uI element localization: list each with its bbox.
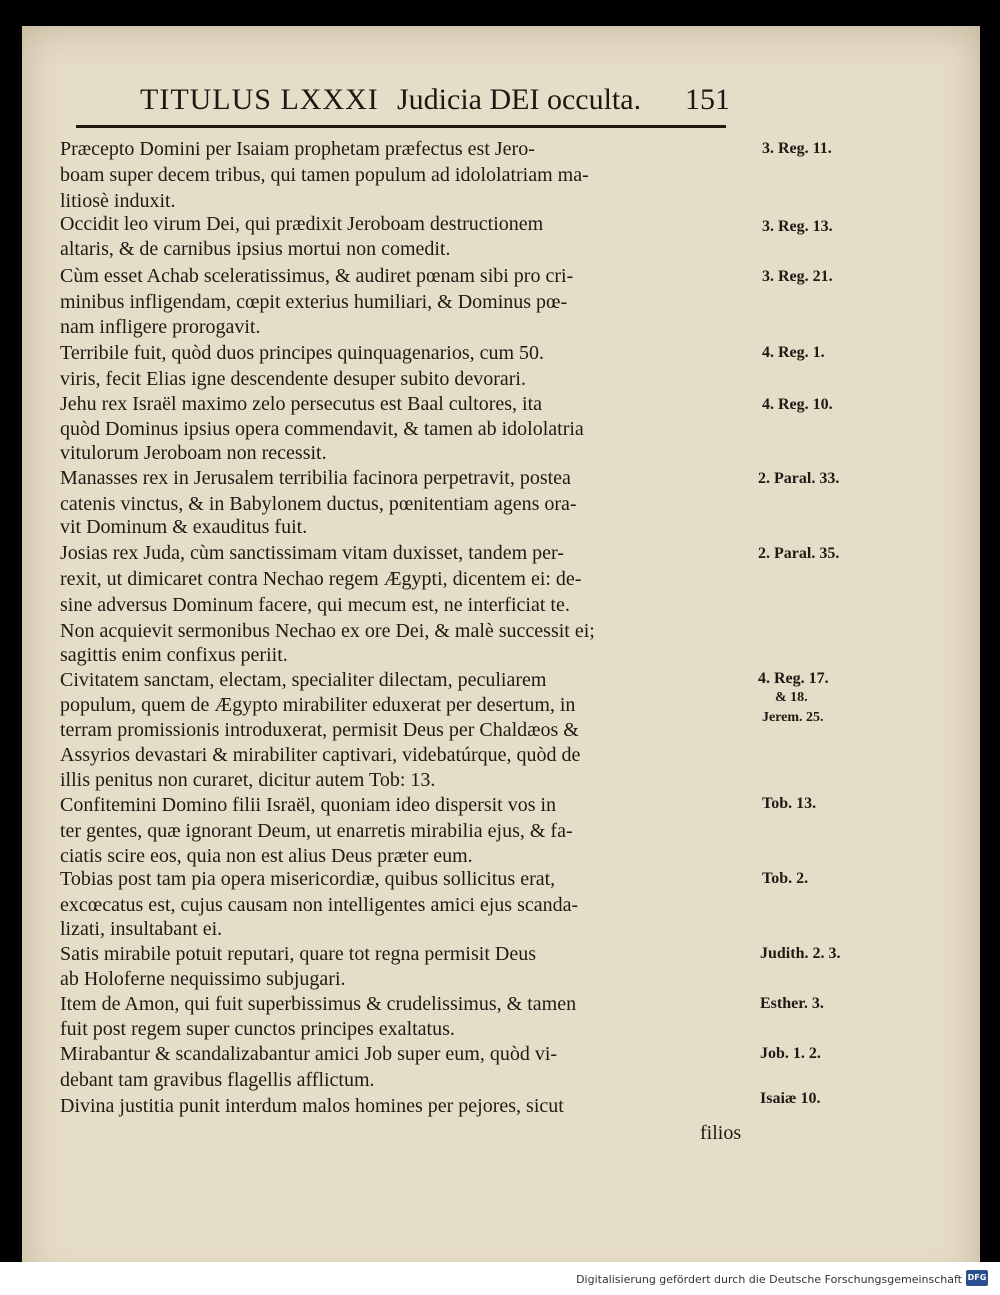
margin-ref: Judith. 2. 3.	[760, 945, 841, 962]
digitization-credit: Digitalisierung gefördert durch die Deutsche Forschungsgemeinschaft	[576, 1273, 962, 1286]
text-line: boam super decem tribus, qui tamen populum ad idololatriam ma-	[60, 164, 589, 186]
margin-ref: Job. 1. 2.	[760, 1045, 821, 1062]
text-line: Josias rex Juda, cùm sanctissimam vitam duxisset, tandem per-	[60, 542, 564, 564]
text-line: nam infligere prorogavit.	[60, 316, 261, 338]
text-line: Item de Amon, qui fuit superbissimus & crudelissimus, & tamen	[60, 993, 577, 1015]
margin-ref: 4. Reg. 1.	[762, 344, 825, 361]
text-line: debant tam gravibus flagellis afflictum.	[60, 1069, 375, 1091]
text-line: ciatis scire eos, quia non est alius Deus præter eum.	[60, 845, 473, 867]
text-line: lizati, insultabant ei.	[60, 918, 223, 940]
margin-ref: Tob. 2.	[762, 870, 809, 887]
text-line: ab Holoferne nequissimo subjugari.	[60, 968, 346, 990]
margin-ref: & 18.	[775, 690, 808, 705]
margin-ref: 3. Reg. 13.	[762, 218, 833, 235]
text-line: Divina justitia punit interdum malos homines per pejores, sicut	[60, 1095, 564, 1117]
text-line: populum, quem de Ægypto mirabiliter eduxerat per desertum, in	[60, 694, 576, 716]
text-line: Occidit leo virum Dei, qui prædixit Jeroboam destructionem	[60, 213, 544, 235]
text-line: vit Dominum & exauditus fuit.	[60, 516, 308, 538]
text-line: Civitatem sanctam, electam, specialiter dilectam, peculiarem	[60, 669, 547, 691]
margin-ref: Esther. 3.	[760, 995, 824, 1012]
text-line: Manasses rex in Jerusalem terribilia facinora perpetravit, postea	[60, 467, 571, 489]
page-number: 151	[685, 83, 730, 116]
text-line: catenis vinctus, & in Babylonem ductus, pœnitentiam agens ora-	[60, 493, 577, 515]
margin-ref: Jerem. 25.	[762, 710, 824, 725]
text-line: Non acquievit sermonibus Nechao ex ore Dei, & malè successit ei;	[60, 620, 595, 642]
margin-ref: 4. Reg. 17.	[758, 670, 829, 687]
margin-ref: 3. Reg. 11.	[762, 140, 832, 157]
header-subtitle: Judicia DEI occulta.	[397, 83, 642, 116]
text-line: Tobias post tam pia opera misericordiæ, quibus sollicitus erat,	[60, 868, 556, 890]
margin-ref: 2. Paral. 33.	[758, 470, 840, 487]
margin-ref: Tob. 13.	[762, 795, 817, 812]
text-line: quòd Dominus ipsius opera commendavit, & tamen ab idololatria	[60, 418, 584, 440]
text-line: Cùm esset Achab sceleratissimus, & audiret pœnam sibi pro cri-	[60, 265, 574, 287]
text-line: Assyrios devastari & mirabiliter captivari, videbatúrque, quòd de	[60, 744, 581, 766]
text-line: viris, fecit Elias igne descendente desuper subito devorari.	[60, 368, 526, 390]
dfg-logo: DFG	[966, 1270, 988, 1286]
text-line: Præcepto Domini per Isaiam prophetam præfectus est Jero-	[60, 138, 535, 160]
margin-ref: 4. Reg. 10.	[762, 396, 833, 413]
text-line: Jehu rex Israël maximo zelo persecutus est Baal cultores, ita	[60, 393, 543, 415]
catchword: filios	[700, 1122, 742, 1144]
header-rule	[76, 125, 726, 128]
text-line: Satis mirabile potuit reputari, quare tot regna permisit Deus	[60, 943, 536, 965]
text-line: Terribile fuit, quòd duos principes quinquagenarios, cum 50.	[60, 342, 545, 364]
text-line: terram promissionis introduxerat, permisit Deus per Chaldæos &	[60, 719, 579, 741]
margin-ref: Isaiæ 10.	[760, 1090, 821, 1107]
text-line: sine adversus Dominum facere, qui mecum est, ne interficiat te.	[60, 594, 570, 616]
margin-ref: 3. Reg. 21.	[762, 268, 833, 285]
text-line: altaris, & de carnibus ipsius mortui non comedit.	[60, 238, 451, 260]
text-line: sagittis enim confixus periit.	[60, 644, 288, 666]
text-line: vitulorum Jeroboam non recessit.	[60, 442, 327, 464]
text-line: minibus infligendam, cœpit exterius humiliari, & Dominus pœ-	[60, 291, 568, 313]
text-line: Mirabantur & scandalizabantur amici Job super eum, quòd vi-	[60, 1043, 558, 1065]
text-line: excœcatus est, cujus causam non intelligentes amici ejus scanda-	[60, 894, 579, 916]
header-title: TITULUS LXXXI	[140, 83, 379, 116]
text-line: rexit, ut dimicaret contra Nechao regem Ægypti, dicentem ei: de-	[60, 568, 582, 590]
text-line: fuit post regem super cunctos principes exaltatus.	[60, 1018, 455, 1040]
running-header	[140, 83, 760, 127]
text-line: ter gentes, quæ ignorant Deum, ut enarretis mirabilia ejus, & fa-	[60, 820, 573, 842]
text-line: litiosè induxit.	[60, 190, 176, 212]
text-line: illis penitus non curaret, dicitur autem Tob: 13.	[60, 769, 436, 791]
margin-ref: 2. Paral. 35.	[758, 545, 840, 562]
text-line: Confitemini Domino filii Israël, quoniam ideo dispersit vos in	[60, 794, 557, 816]
